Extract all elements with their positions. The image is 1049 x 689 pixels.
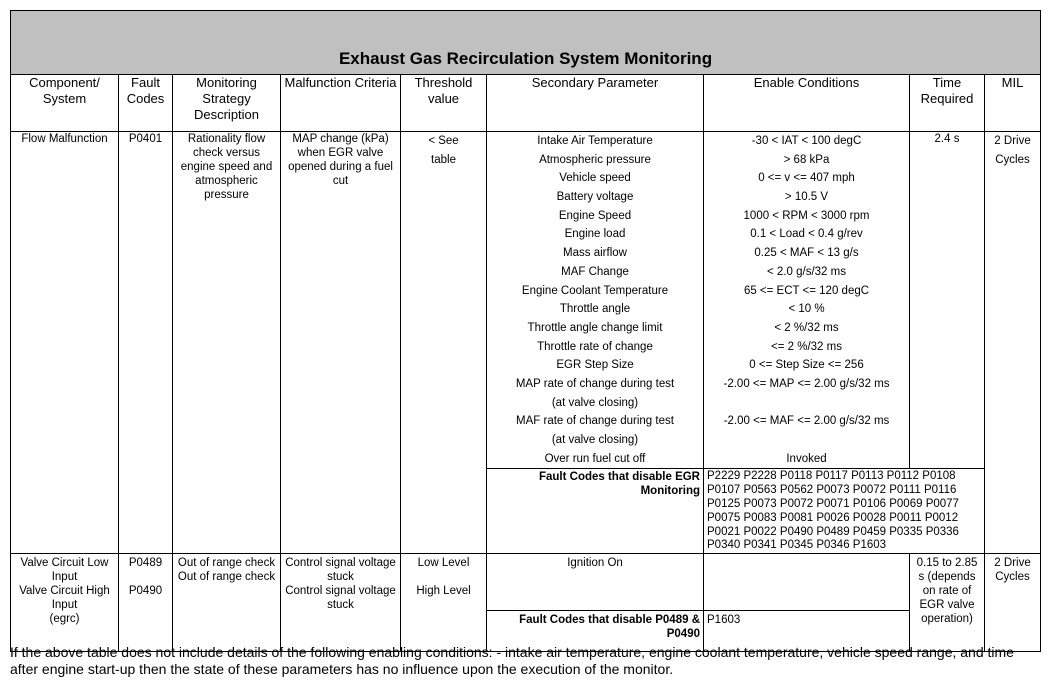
row1-mil-line2: Cycles: [995, 153, 1030, 166]
row1-disable-codes: P2229 P2228 P0118 P0117 P0113 P0112 P0108 P0107 P0563 P0562 P0073 P0072 P0111 P0116 P0125 P0073 P0072 P0071 P0106 P0069 P0077 P0075 P0083 P0081 P0026 P0028 P0011 P0012 P0021 P0022 P0490 P0489 P0459 P0335 P0336 P0340 P0341 P0345 P0346 P1603: [704, 469, 985, 554]
row2-malfunction: [281, 554, 401, 652]
row1-threshold: [401, 132, 487, 554]
table-row: [11, 554, 1041, 611]
param-cond: 0 <= v <= 407 mph: [758, 172, 855, 185]
param-cond: Invoked: [786, 452, 827, 465]
row2-monitoring-b: Out of range check: [177, 571, 276, 584]
param-name-cont: (at valve closing): [551, 434, 639, 446]
param-name: Throttle rate of change: [537, 340, 653, 353]
param-cond: > 10.5 V: [784, 191, 829, 204]
param-cond: 0.25 < MAF < 13 g/s: [754, 247, 859, 260]
row2-component-b: Valve Circuit High Input: [19, 585, 110, 612]
row1-component: Flow Malfunction: [11, 132, 119, 554]
param-cond: 0 <= Step Size <= 256: [749, 359, 864, 372]
header-secondary-parameter: Secondary Parameter: [487, 75, 704, 132]
param-cond: < 2 %/32 ms: [774, 321, 839, 334]
param-name: MAP rate of change during test: [515, 377, 675, 390]
param-name-cont: (at valve closing): [551, 396, 639, 409]
param-cond: <= 2 %/32 ms: [771, 340, 842, 353]
egr-monitoring-table: [10, 10, 1041, 652]
row2-enable-empty: [704, 554, 910, 611]
param-cond-spacer: [707, 431, 906, 450]
row2-threshold: [401, 554, 487, 652]
table-title: Exhaust Gas Recirculation System Monitoring: [11, 11, 1041, 75]
row2-component-a: Valve Circuit Low Input: [20, 557, 109, 584]
row2-time: 0.15 to 2.85 s (depends on rate of EGR valve operation): [910, 554, 985, 652]
param-name: Throttle angle: [559, 303, 631, 316]
param-name: Atmospheric pressure: [539, 153, 651, 166]
row2-monitoring: [173, 554, 281, 652]
param-cond: 0.1 < Load < 0.4 g/rev: [750, 228, 863, 241]
row2-monitoring-a: Out of range check: [177, 557, 276, 570]
header-enable-conditions: Enable Conditions: [704, 75, 910, 132]
row2-component: [11, 554, 119, 652]
param-name: Intake Air Temperature: [537, 135, 653, 147]
param-cond: < 10 %: [788, 303, 825, 316]
header-mil: MIL: [985, 75, 1041, 132]
row2-malfunction-a: Control signal voltage stuck: [285, 557, 396, 584]
param-cond: -2.00 <= MAP <= 2.00 g/s/32 ms: [723, 377, 890, 390]
row1-mil-line1: 2 Drive: [994, 135, 1031, 147]
header-time-required: Time Required: [910, 75, 985, 132]
row1-threshold-line1: < See: [428, 135, 459, 147]
row2-fault-b: P0490: [128, 585, 163, 598]
row1-time: 2.4 s: [910, 132, 985, 469]
param-name: Engine Speed: [558, 209, 632, 222]
row1-fault-code: P0401: [119, 132, 173, 554]
param-cond: > 68 kPa: [783, 153, 830, 166]
table-row: [11, 132, 1041, 469]
row2-mil: 2 Drive Cycles: [985, 554, 1041, 652]
param-cond: < 2.0 g/s/32 ms: [767, 265, 846, 278]
row1-mil: [985, 132, 1041, 554]
row2-malfunction-b: Control signal voltage stuck: [285, 585, 396, 612]
header-fault-codes: Fault Codes: [119, 75, 173, 132]
row1-disable-label: Fault Codes that disable EGR Monitoring: [487, 469, 704, 554]
row1-secondary-params: [487, 132, 704, 469]
param-name: MAF rate of change during test: [516, 415, 674, 428]
row2-fault-codes: [119, 554, 173, 652]
row1-enable-conditions: [704, 132, 910, 469]
row2-param: Ignition On: [487, 554, 704, 611]
param-name: Vehicle speed: [559, 172, 631, 185]
param-name: Engine Coolant Temperature: [521, 284, 669, 297]
param-name: Mass airflow: [563, 247, 627, 260]
header-malfunction-criteria: Malfunction Criteria: [281, 75, 401, 132]
row1-monitoring: Rationality flow check versus engine speed and atmospheric pressure: [173, 132, 281, 554]
param-name: EGR Step Size: [556, 359, 634, 372]
header-threshold: Threshold value: [401, 75, 487, 132]
param-cond: 1000 < RPM < 3000 rpm: [743, 209, 870, 222]
row1-threshold-line2: table: [431, 153, 456, 166]
param-name: Battery voltage: [556, 191, 634, 204]
row2-disable-label: Fault Codes that disable P0489 & P0490: [487, 611, 704, 652]
row2-threshold-a: Low Level: [417, 557, 470, 570]
param-cond: -30 < IAT < 100 degC: [751, 135, 862, 147]
param-name: Engine load: [564, 228, 626, 241]
footnote: If the above table does not include details of the following enabling conditions: - intake air temperature, engine coolant temperature, vehicle speed range, and time after engine start-up then the state of these parameters has no influence upon the execution of the monitor.: [10, 644, 1014, 677]
param-cond: 65 <= ECT <= 120 degC: [743, 284, 870, 297]
header-row: [11, 75, 1041, 132]
param-name: Over run fuel cut off: [544, 452, 646, 465]
param-cond: -2.00 <= MAF <= 2.00 g/s/32 ms: [723, 415, 890, 428]
row1-malfunction: MAP change (kPa) when EGR valve opened during a fuel cut: [281, 132, 401, 554]
row2-fault-a: P0489: [128, 557, 163, 570]
row2-component-c: (egrc): [49, 613, 80, 626]
param-name: MAF Change: [561, 265, 629, 278]
param-name: Throttle angle change limit: [527, 321, 663, 334]
row2-disable-codes: P1603: [704, 611, 910, 652]
header-component: Component/ System: [11, 75, 119, 132]
param-cond-spacer: [707, 394, 906, 413]
header-monitoring-strategy: Monitoring Strategy Description: [173, 75, 281, 132]
row2-threshold-b: High Level: [416, 585, 471, 598]
